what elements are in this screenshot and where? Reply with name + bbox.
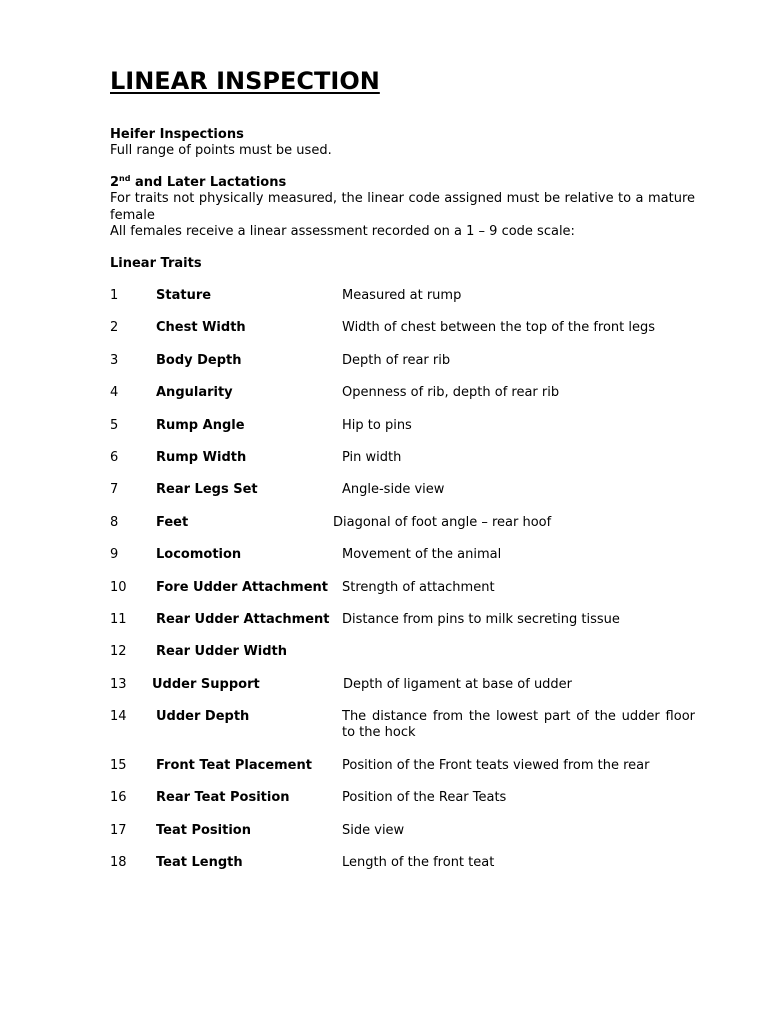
trait-number: 11	[110, 611, 127, 627]
lactations-text-scale: All females receive a linear assessment recorded on a 1 – 9 code scale:	[110, 223, 575, 239]
trait-number: 18	[110, 854, 127, 870]
trait-description: Diagonal of foot angle – rear hoof	[333, 514, 552, 530]
trait-row-15	[0, 758, 768, 790]
trait-name: Rear Udder Width	[156, 644, 288, 660]
trait-row-14	[0, 709, 768, 758]
trait-name: Feet	[156, 514, 189, 530]
trait-row-18	[0, 855, 768, 887]
trait-name: Front Teat Placement	[156, 757, 312, 773]
trait-description: Depth of ligament at base of udder	[343, 676, 573, 692]
trait-name: Udder Depth	[156, 709, 250, 725]
trait-description: Depth of rear rib	[342, 352, 451, 368]
heifer-heading: Heifer Inspections	[110, 127, 244, 142]
trait-description: Movement of the animal	[342, 547, 502, 563]
trait-row-11	[0, 612, 768, 644]
trait-description: Length of the front teat	[342, 854, 495, 870]
trait-number: 15	[110, 757, 127, 773]
trait-number: 5	[110, 417, 119, 433]
trait-number: 4	[110, 385, 119, 401]
trait-number: 16	[110, 790, 127, 806]
lactations-heading-superscript: nd	[119, 174, 131, 183]
trait-number: 10	[110, 579, 127, 595]
trait-number: 7	[110, 482, 119, 498]
lactations-heading-rest: and Later Lactations	[130, 175, 287, 190]
trait-row-6	[0, 450, 768, 482]
trait-name: Fore Udder Attachment	[156, 579, 329, 595]
trait-number: 17	[110, 822, 127, 838]
trait-row-3	[0, 353, 768, 385]
lactations-heading-number: 2	[110, 175, 120, 190]
trait-name: Rump Angle	[156, 417, 245, 433]
trait-description: Distance from pins to milk secreting tissue	[342, 611, 620, 627]
trait-description: Hip to pins	[342, 417, 412, 433]
trait-name: Rear Teat Position	[156, 790, 290, 806]
trait-description: Angle-side view	[342, 482, 445, 498]
trait-name: Udder Support	[152, 676, 260, 692]
trait-row-1	[0, 288, 768, 320]
trait-description: Pin width	[342, 449, 402, 465]
trait-description: Strength of attachment	[342, 579, 495, 595]
trait-name: Rear Udder Attachment	[156, 611, 330, 627]
trait-name: Rear Legs Set	[156, 482, 258, 498]
trait-row-10	[0, 580, 768, 612]
page-title: LINEAR INSPECTION	[110, 67, 380, 95]
trait-name: Teat Position	[156, 822, 251, 838]
trait-row-17	[0, 823, 768, 855]
heifer-text: Full range of points must be used.	[110, 143, 332, 159]
trait-description: Side view	[342, 822, 405, 838]
linear-traits-list	[0, 288, 768, 887]
trait-name: Rump Width	[156, 449, 247, 465]
trait-number: 1	[110, 288, 119, 303]
trait-number: 8	[110, 514, 119, 530]
trait-description: Measured at rump	[342, 288, 462, 303]
trait-row-16	[0, 790, 768, 822]
trait-row-5	[0, 418, 768, 450]
trait-name: Chest Width	[156, 320, 246, 336]
heifer-section	[110, 127, 695, 160]
lactations-section	[110, 175, 695, 240]
trait-row-8	[0, 515, 768, 547]
lactations-heading	[110, 175, 695, 191]
trait-number: 3	[110, 352, 119, 368]
trait-row-13	[0, 677, 768, 709]
trait-row-9	[0, 547, 768, 579]
trait-description: Position of the Front teats viewed from the rear	[342, 757, 650, 773]
trait-description: The distance from the lowest part of the udder floor to the hock	[342, 709, 695, 741]
linear-traits-heading: Linear Traits	[110, 256, 202, 271]
trait-description: Width of chest between the top of the front legs	[342, 320, 656, 336]
trait-number: 9	[110, 547, 119, 563]
trait-row-2	[0, 320, 768, 352]
trait-description: Openness of rib, depth of rear rib	[342, 385, 560, 401]
trait-number: 6	[110, 449, 119, 465]
trait-name: Stature	[156, 288, 212, 303]
trait-row-12	[0, 644, 768, 676]
trait-description: Position of the Rear Teats	[342, 790, 507, 806]
trait-number: 14	[110, 709, 127, 725]
trait-number: 12	[110, 644, 127, 660]
trait-number: 2	[110, 320, 119, 336]
trait-number: 13	[110, 676, 127, 692]
trait-name: Teat Length	[156, 854, 243, 870]
lactations-text-relative: For traits not physically measured, the linear code assigned must be relative to a mature female	[110, 191, 695, 223]
trait-name: Angularity	[156, 385, 233, 401]
trait-name: Locomotion	[156, 547, 242, 563]
trait-name: Body Depth	[156, 352, 242, 368]
trait-row-7	[0, 482, 768, 514]
trait-row-4	[0, 385, 768, 417]
